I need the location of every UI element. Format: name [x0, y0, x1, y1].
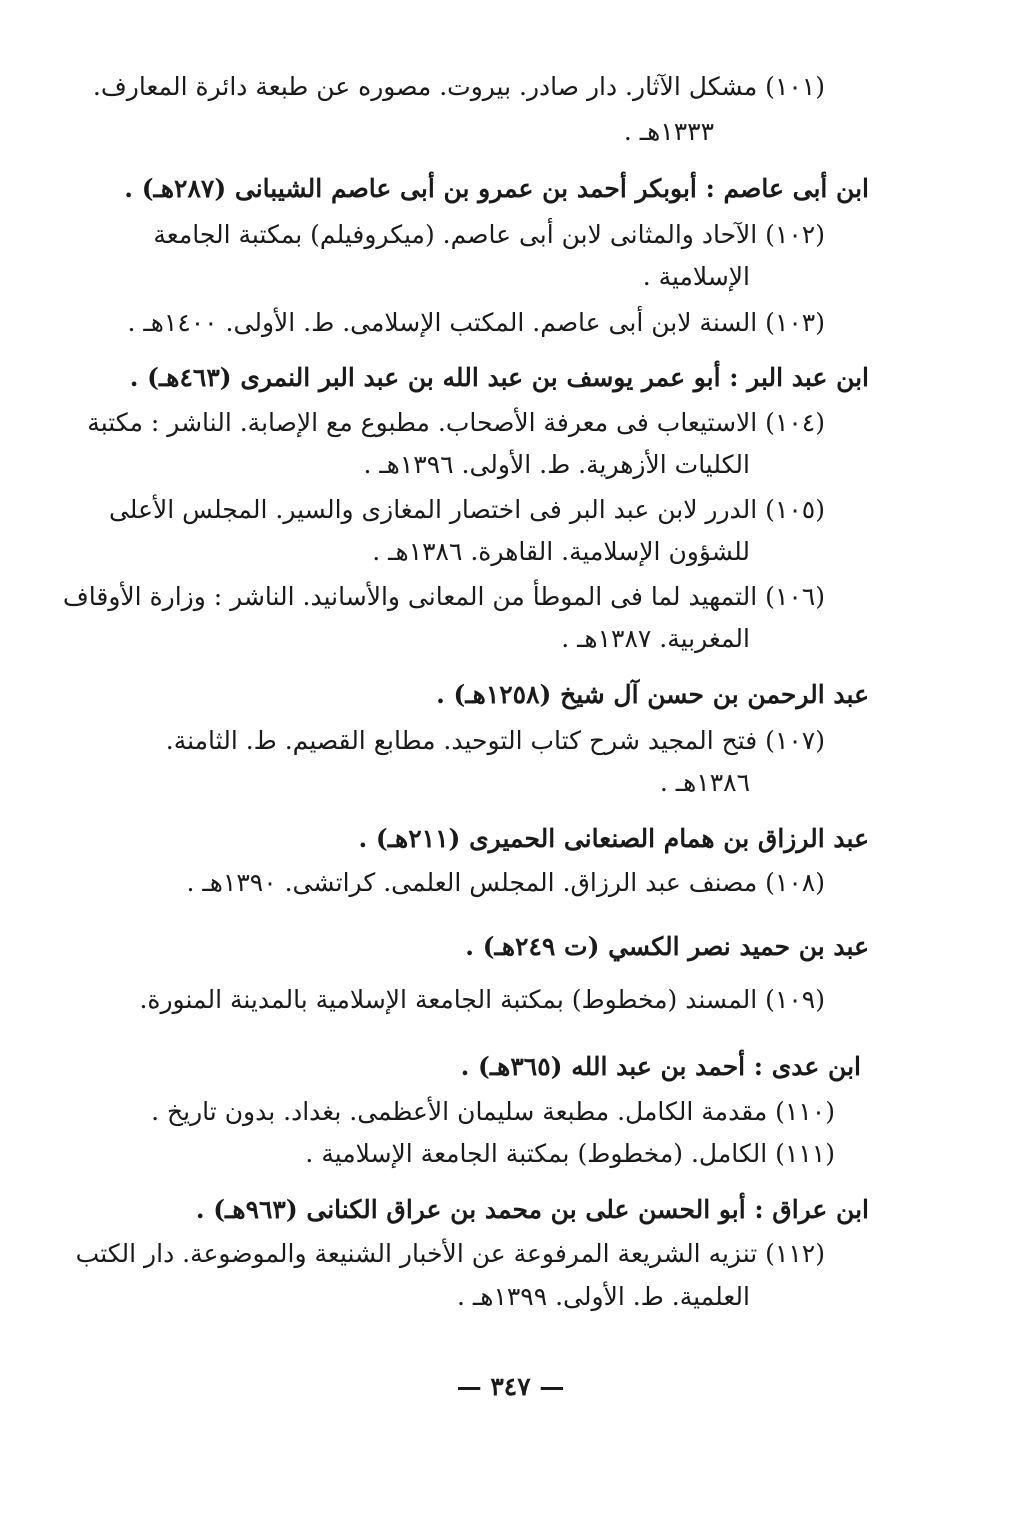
page-number: — ٣٤٧ —: [456, 1372, 565, 1401]
book-page: (١٠١) مشكل الآثار. دار صادر. بيروت. مصوره عن طبعة دائرة المعارف. ١٣٣٣هـ . ابن أبى عاصم : أبوبكر أحمد بن عمرو بن أبى عاصم الشيبانى (٢٨٧هـ) . (١٠٢) الآحاد والمثانى لابن أبى عاصم. (ميكروفيلم) بمكتبة الجامعة الإسلامية . (١٠٣) السنة لابن أبى عاصم. المكتب الإسلامى. ط. الأولى. ١٤٠٠هـ . ابن عبد البر : أبو عمر يوسف بن عبد الله بن عبد البر النمرى (٤٦٣هـ) . (١٠٤) الاستيعاب فى معرفة الأصحاب. مطبوع مع الإصابة. الناشر : مكتبة الكليات الأزهرية. ط. الأولى. ١٣٩٦هـ . (١٠٥) الدرر لابن عبد البر فى اختصار المغازى والسير. المجلس الأعلى للشؤون الإسلامية. القاهرة. ١٣٨٦هـ . (١٠٦) التمهيد لما فى الموطأ من المعانى والأسانيد. الناشر : وزارة الأوقاف المغربية. ١٣٨٧هـ . عبد الرحمن بن حسن آل شيخ (١٢٥٨هـ) . (١٠٧) فتح المجيد شرح كتاب التوحيد. مطابع القصيم. ط. الثامنة. ١٣٨٦هـ . عبد الرزاق بن همام الصنعانى الحميرى (٢١١هـ) . (١٠٨) مصنف عبد الرزاق. المجلس العلمى. كراتشى. ١٣٩٠هـ . عبد بن حميد نصر الكسي (ت ٢٤٩هـ) . (١٠٩) المسند (مخطوط) بمكتبة الجامعة الإسلامية بالمدينة المنورة. ابن عدى : أحمد بن عبد الله (٣٦٥هـ) . (١١٠) مقدمة الكامل. مطبعة سليمان الأعظمى. بغداد. بدون تاريخ . (١١١) الكامل. (مخطوط) بمكتبة الجامعة الإسلامية . ابن عراق : أبو الحسن على بن محمد بن عراق الكنانى (٩٦٣هـ) . (١١٢) تنزيه الشريعة المرفوعة عن الأخبار الشنيعة والموضوعة. دار الكتب العلمية. ط. الأولى. ١٣٩٩هـ . — ٣٤٧ —: [0, 0, 1021, 1513]
